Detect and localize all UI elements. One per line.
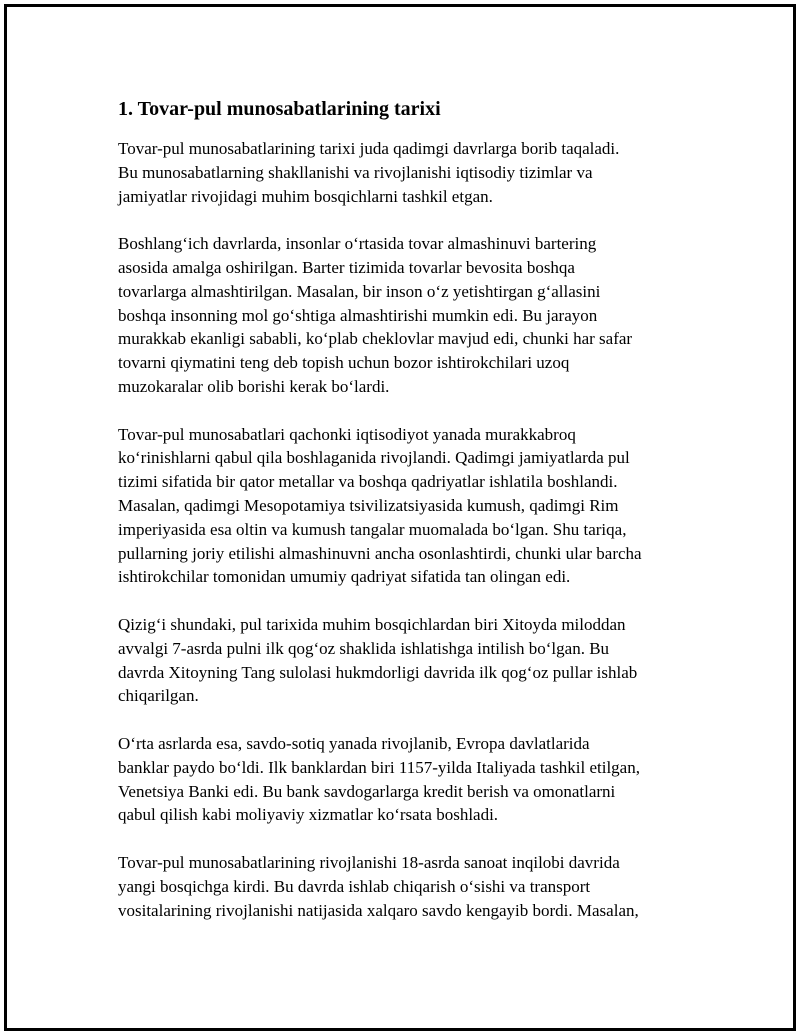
text-line: Bu munosabatlarning shakllanishi va rivojlanishi iqtisodiy tizimlar va xyxy=(118,162,593,182)
section-heading: 1. Tovar-pul munosabatlarining tarixi xyxy=(118,98,441,120)
text-line: avvalgi 7-asrda pulni ilk qog‘oz shaklida ishlatishga intilish bo‘lgan. Bu xyxy=(118,638,610,658)
text-line: Qizig‘i shundaki, pul tarixida muhim bosqichlardan biri Xitoyda miloddan xyxy=(118,614,626,634)
text-line: banklar paydo bo‘ldi. Ilk banklardan biri 1157-yilda Italiyada tashkil etilgan, xyxy=(118,757,640,777)
text-line: Tovar-pul munosabatlarining tarixi juda qadimgi davrlarga borib taqaladi. xyxy=(118,139,620,158)
text-line: Venetsiya Banki edi. Bu bank savdogarlarga kredit berish va omonatlarni xyxy=(118,781,616,801)
text-line: asosida amalga oshirilgan. Barter tizimida tovarlar bevosita boshqa xyxy=(118,257,575,277)
text-line: davrda Xitoyning Tang sulolasi hukmdorligi davrida ilk qog‘oz pullar ishlab xyxy=(118,662,638,682)
text-line: Tovar-pul munosabatlari qachonki iqtisodiyot yanada murakkabroq xyxy=(118,424,576,444)
text-line: tovarni qiymatini teng deb topish uchun bozor ishtirokchilari uzoq xyxy=(118,353,570,373)
paragraph-money-emergence xyxy=(118,423,718,590)
text-line: muzokaralar olib borishi kerak bo‘lardi. xyxy=(118,376,390,396)
paragraph-industrial-revolution xyxy=(118,851,718,922)
page-frame xyxy=(4,4,796,1031)
text-line: boshqa insonning mol go‘shtiga almashtirishi mumkin edi. Bu jarayon xyxy=(118,305,598,325)
text-line: vositalarining rivojlanishi natijasida xalqaro savdo kengayib bordi. Masalan, xyxy=(118,900,639,920)
text-line: Masalan, qadimgi Mesopotamiya tsivilizatsiyasida kumush, qadimgi Rim xyxy=(118,495,619,515)
text-line: murakkab ekanligi sababli, ko‘plab cheklovlar mavjud edi, chunki har safar xyxy=(118,329,633,349)
text-line: pullarning joriy etilishi almashinuvni ancha osonlashtirdi, chunki ular barcha xyxy=(118,543,642,563)
text-line: ishtirokchilar tomonidan umumiy qadriyat sifatida tan olingan edi. xyxy=(118,567,571,587)
text-line: O‘rta asrlarda esa, savdo-sotiq yanada rivojlanib, Evropa davlatlarida xyxy=(118,733,590,753)
text-line: yangi bosqichga kirdi. Bu davrda ishlab chiqarish o‘sishi va transport xyxy=(118,876,591,896)
paragraph-barter xyxy=(118,232,718,399)
text-line: tizimi sifatida bir qator metallar va boshqa qadriyatlar ishlatila boshlandi. xyxy=(118,472,618,492)
text-line: imperiyasida esa oltin va kumush tangalar muomalada bo‘lgan. Shu tariqa, xyxy=(118,519,627,539)
text-line: jamiyatlar rivojidagi muhim bosqichlarni tashkil etgan. xyxy=(118,186,493,206)
text-line: chiqarilgan. xyxy=(118,686,199,706)
paragraph-banks xyxy=(118,732,718,827)
text-line: tovarlarga almashtirilgan. Masalan, bir inson o‘z yetishtirgan g‘allasini xyxy=(118,281,601,301)
text-line: qabul qilish kabi moliyaviy xizmatlar ko‘rsata boshladi. xyxy=(118,805,499,825)
text-line: ko‘rinishlarni qabul qila boshlaganida rivojlandi. Qadimgi jamiyatlarda pul xyxy=(118,448,630,468)
text-line: Boshlang‘ich davrlarda, insonlar o‘rtasida tovar almashinuvi bartering xyxy=(118,234,597,254)
paragraph-intro xyxy=(118,137,718,208)
document-body xyxy=(118,94,718,946)
text-line: Tovar-pul munosabatlarining rivojlanishi 18-asrda sanoat inqilobi davrida xyxy=(118,852,620,872)
paragraph-paper-money xyxy=(118,613,718,708)
